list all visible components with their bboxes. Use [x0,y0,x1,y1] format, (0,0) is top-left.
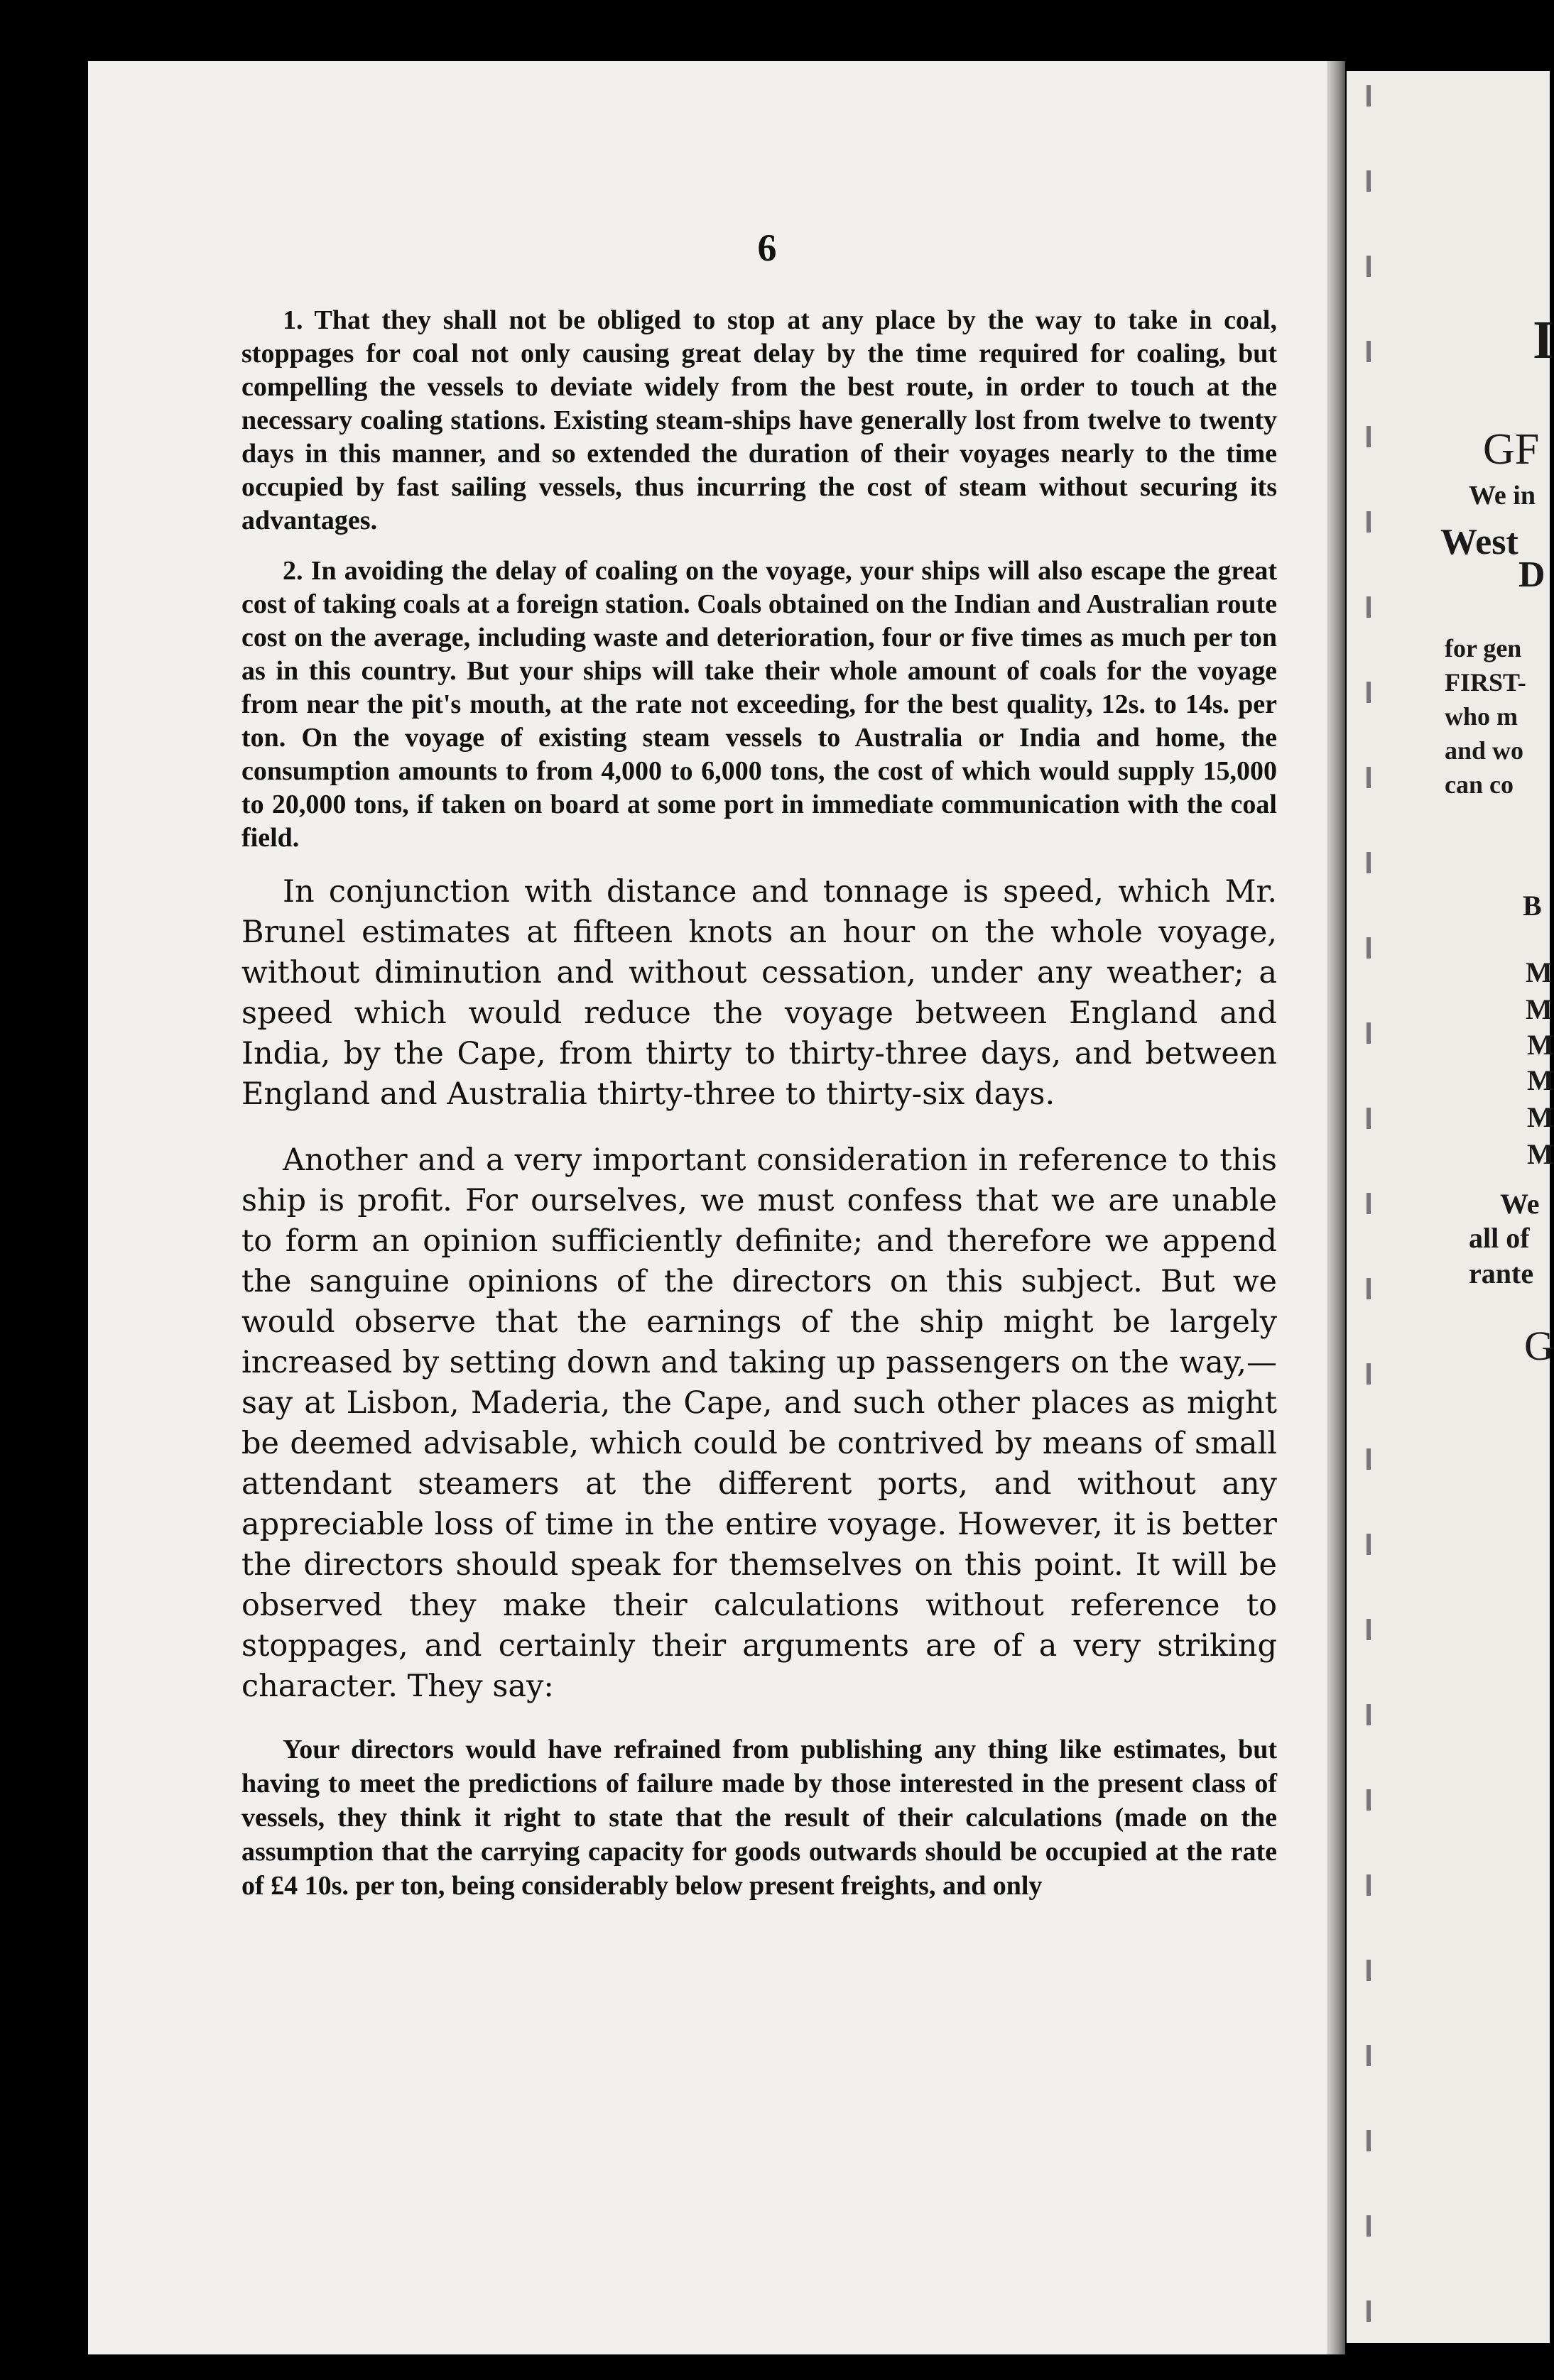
facing-fragment: M [1526,993,1553,1025]
facing-fragment: We [1500,1188,1540,1220]
facing-fragment: M [1526,956,1553,988]
facing-fragment: and wo [1445,736,1524,765]
page-number: 6 [757,226,777,269]
facing-fragment: D [1518,555,1545,595]
facing-fragment: all of [1469,1222,1530,1254]
paragraph-1: 1. That they shall not be obliged to stop at any place by the way to take in coal, stoppages for coal not only causing great delay by the time required for coaling, but compelling the vessels to deviate widely from the best route, in order to touch at the necessary coaling stations. Existing steam-ships have generally lost from twelve to twenty days in this manner, and so extended the duration of their voyages nearly to the time occupied by fast sailing vessels, thus incurring the cost of steam without securing its advantages. [241,305,1277,535]
facing-fragment: B [1523,890,1542,922]
facing-fragment: I [1533,310,1554,370]
facing-fragment: We in [1469,481,1536,511]
paragraph-5: Your directors would have refrained from publishing any thing like estimates, but having to meet the predictions of failure made by those interested in the present class of vessels, they think it right to state that the result of their calculations (made on the assumption that the carrying capacity for goods outwards should be occupied at the rate of £4 10s. per ton, being considerably below present freights, and only [241,1735,1277,1901]
facing-fragment: can co [1445,770,1514,799]
paragraph-3: In conjunction with distance and tonnage is speed, which Mr. Brunel estimates at fifteen knots an hour on the whole voyage, without diminution and without cessation, under any weather; a speed which would reduce the voyage between England and India, by the Cape, from thirty to thirty-three days, and between England and Australia thirty-three to thirty-six days. [241,874,1277,1112]
facing-fragment: rante [1469,1257,1534,1289]
facing-fragment: for gen [1445,634,1522,662]
facing-fragment: G [1524,1323,1554,1369]
binding-marks [1366,85,1371,2329]
facing-fragment: M [1527,1064,1554,1096]
facing-fragment: who m [1445,702,1518,731]
facing-fragment: GF [1483,425,1540,474]
paragraph-4: Another and a very important consideration in reference to this ship is profit. For ourselves, we must confess that we are unable to form an opinion sufficiently definite; and therefore we append the sanguine opinions of the directors on this subject. But we would observe that the earnings of the ship might be largely increased by setting down and taking up passengers on the way,—say at Lisbon, Maderia, the Cape, and such other places as might be deemed advisable, which could be contrived by means of small attendant steamers at the different ports, and without any appreciable loss of time in the entire voyage. However, it is better the directors should speak for themselves on this point. It will be observed they make their calculations without reference to stoppages, and certainly their arguments are of a very striking character. They say: [241,1142,1277,1704]
facing-fragment: FIRST- [1445,668,1526,697]
facing-fragment: M [1527,1101,1554,1133]
page-fold-shadow [1327,61,1345,2354]
paragraph-2: 2. In avoiding the delay of coaling on the voyage, your ships will also escape the great cost of taking coals at a foreign station. Coals obtained on the Indian and Australian route cost on the average, including waste and deterioration, four or five times as much per ton as in this country. But your ships will take their whole amount of coals for the voyage from near the pit's mouth, at the rate not exceeding, for the best quality, 12s. to 14s. per ton. On the voyage of existing steam vessels to Australia or India and home, the consumption amounts to from 4,000 to 6,000 tons, the cost of which would supply 15,000 to 20,000 tons, if taken on board at some port in immediate communication with the coal field. [241,556,1277,853]
facing-fragment: M [1527,1138,1554,1170]
facing-fragment: West [1440,522,1518,562]
facing-fragment: M [1527,1029,1554,1061]
page-body [241,304,1277,1903]
